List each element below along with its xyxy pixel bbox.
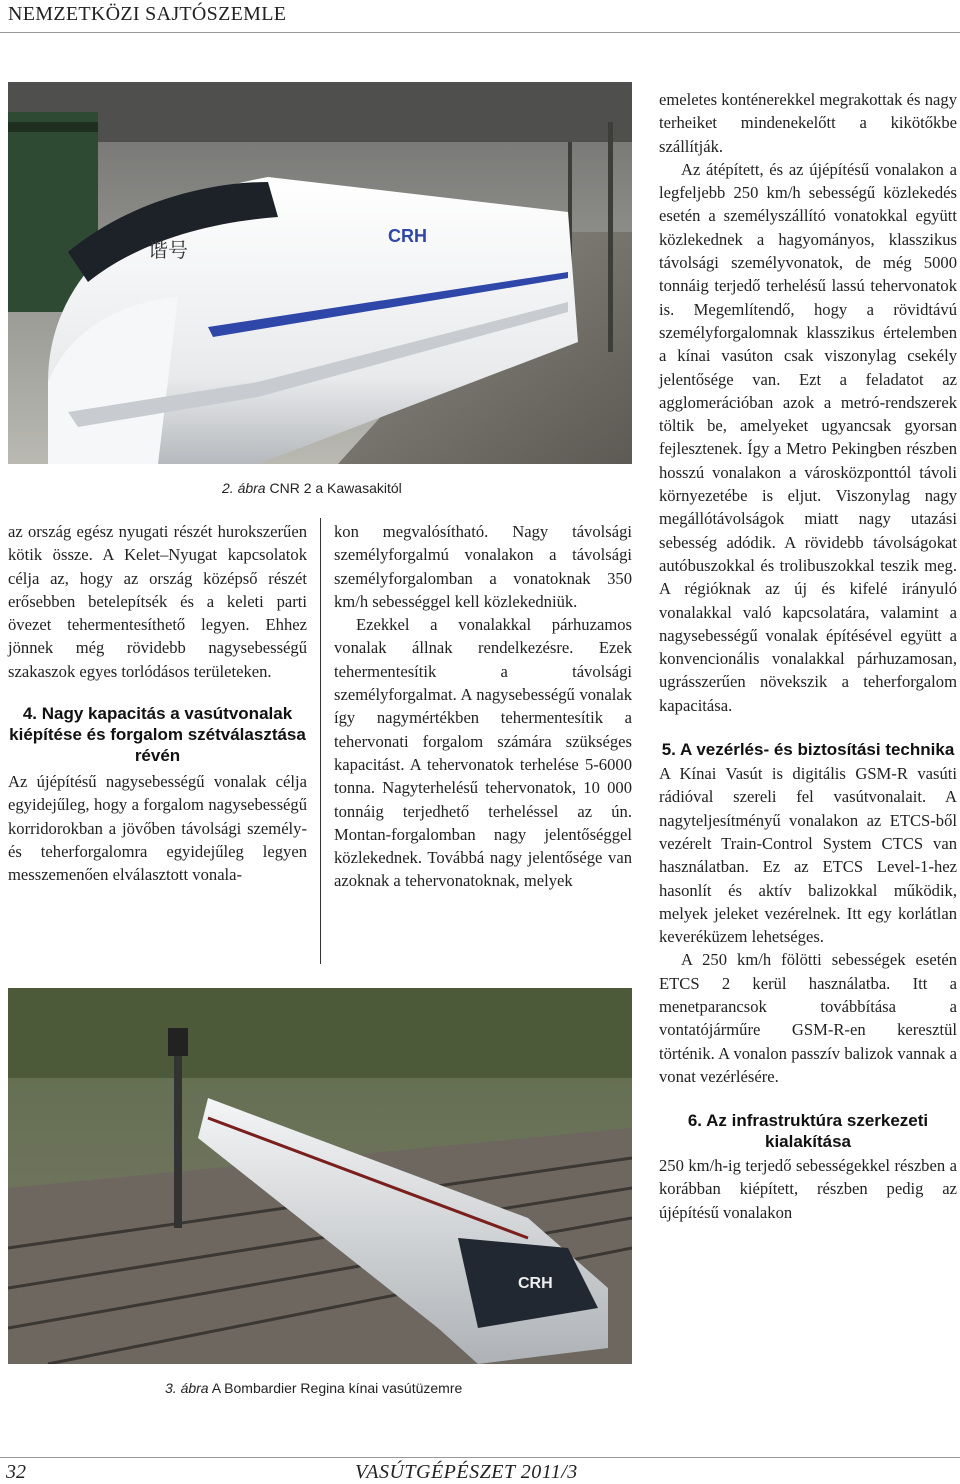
train-platform-image: [8, 82, 632, 464]
svg-text:CRH: CRH: [518, 1275, 553, 1292]
figure-2-text: CNR 2 a Kawasakitól: [269, 480, 402, 496]
header-rule: [0, 32, 960, 33]
column-2: [334, 520, 632, 893]
figure-3-number: 3. ábra: [165, 1380, 209, 1396]
figure-3-photo: [8, 988, 632, 1364]
figure-2-photo: [8, 82, 632, 464]
col3-paragraph-1: emeletes konténerekkel megrakottak és nagy terheiket mindenekelőtt a kikötőkbe szállítják.: [659, 90, 957, 156]
col2-paragraph-1: kon megvalósítható. Nagy távolsági személyforgalmú vonalakon a távolsági személyforgalomban a vonatoknak 350 km/h sebességgel kell közlekedniük.: [334, 522, 632, 611]
figure-2-number: 2. ábra: [222, 480, 266, 496]
figure-3-text: A Bombardier Regina kínai vasútüzemre: [211, 1380, 463, 1396]
footer-rule: [0, 1457, 960, 1458]
column-3: [659, 88, 957, 1224]
section-5-heading: 5. A vezérlés- és biztosítási technika: [661, 740, 955, 760]
svg-text:谐号: 谐号: [148, 240, 188, 262]
section-header: NEMZETKÖZI SAJTÓSZEMLE: [8, 3, 287, 25]
col1-paragraph-2: Az újépítésű nagysebességű vonalak célja egyidejűleg, hogy a forgalom nagysebességű korridorokban a jövőben távolsági személy- és teherforgalomra egyidejűleg legyen messzemenően elválasztott vonala-: [8, 772, 307, 885]
col3-paragraph-2: Az átépített, és az újépítésű vonalakon a legfeljebb 250 km/h sebességű közlekedés esetén a személyszállító vonatokkal együtt közlekednek a hagyományos, klasszikus távolsági személyvonatok, de még 5000 tonnáig terjedő terhelésű lassú tehervonatok is. Megemlítendő, hogy a rövidtávú személyforgalomnak klasszikus értelemben a kínai vasúton csak viszonylag csekély jelentősége van. Ezt a feladatot az agglomerációban azok a metró-rendszerek töltik be, amelyeket ugyancsak gyorsan fejlesztenek. Így a Metro Pekingben részben hosszú vonalakon a városközponttól távoli környezetébe is eljut. Viszonylag nagy megállótávolságok miatt nagy utazási sebesség adódik. A rövidebb távolságokat autóbuszokkal és trolibuszokkal teszik meg. A régióknak az új és kifelé irányuló vonalakkal való kapcsolatára, valamint a nagysebességű vonalak építésével együtt a konvencionális vonalakkal párhuzamosan, ugrásszerűen növekszik a teherforgalom kapacitása.: [659, 159, 957, 715]
column-divider: [320, 518, 321, 964]
regina-train-image: [8, 988, 632, 1364]
col3-paragraph-5: 250 km/h-ig terjedő sebességekkel részben a korábban kiépített, részben pedig az újépítésű vonalakon: [659, 1156, 957, 1222]
col2-paragraph-2: Ezekkel a vonalakkal párhuzamos vonalak állnak rendelkezésre. Ezek tehermentesítik a távolsági személyforgalmat. A nagysebességű vonalak így nagymértékben tehermentesítik a tehervonati forgalom számára szükséges kapacitást. A tehervonatok terhelése 5-6000 tonna. Nagyterhelésű tehervonatok, 10 000 tonnáig terjedhető terheléssel az ún. Montan-forgalomban nagy jelentőséggel közlekednek. Továbbá nagy jelentősége van azoknak a tehervonatoknak, melyek: [334, 615, 632, 891]
figure-2-caption: [222, 480, 402, 496]
figure-3-caption: [165, 1380, 462, 1396]
svg-text:CRH: CRH: [388, 226, 427, 246]
column-1: [8, 520, 307, 887]
journal-name: VASÚTGÉPÉSZET 2011/3: [355, 1461, 578, 1483]
section-6-heading: 6. Az infrastruktúra szerkezeti kialakítása: [687, 1111, 929, 1152]
page-number: 32: [6, 1461, 26, 1483]
col1-paragraph-1: az ország egész nyugati részét hurokszerűen kötik össze. A Kelet–Nyugat kapcsolatok célja az, hogy az ország középső részét erősebben betelepítsék és a keleti parti övezet tehermentesíthető legyen. Ehhez jönnek még rövidebb nagysebességű szakaszok egyes torlódásos területeken.: [8, 522, 307, 681]
col3-paragraph-3: A Kínai Vasút is digitális GSM-R vasúti rádióval szereli fel vasútvonalait. A nagyteljesítményű vonalakon az ETCS-ből vezérelt Train-Control System CTCS van használatban. Ez az ETCS Level-1-hez hasonlít és aktív balizokkal működik, melyek jeleket vezérelnek. Itt egy korlátlan keveréküzem lehetséges.: [659, 764, 957, 947]
col3-paragraph-4: A 250 km/h fölötti sebességek esetén ETCS 2 kerül használatba. Itt a menetparancsok továbbítása a vontatójárműre GSM-R-en keresztül történik. A vonalon passzív balizok vannak a vonat vezérlésére.: [659, 950, 957, 1086]
section-4-heading: 4. Nagy kapacitás a vasútvonalak kiépítése és forgalom szétválasztása révén: [9, 704, 306, 766]
